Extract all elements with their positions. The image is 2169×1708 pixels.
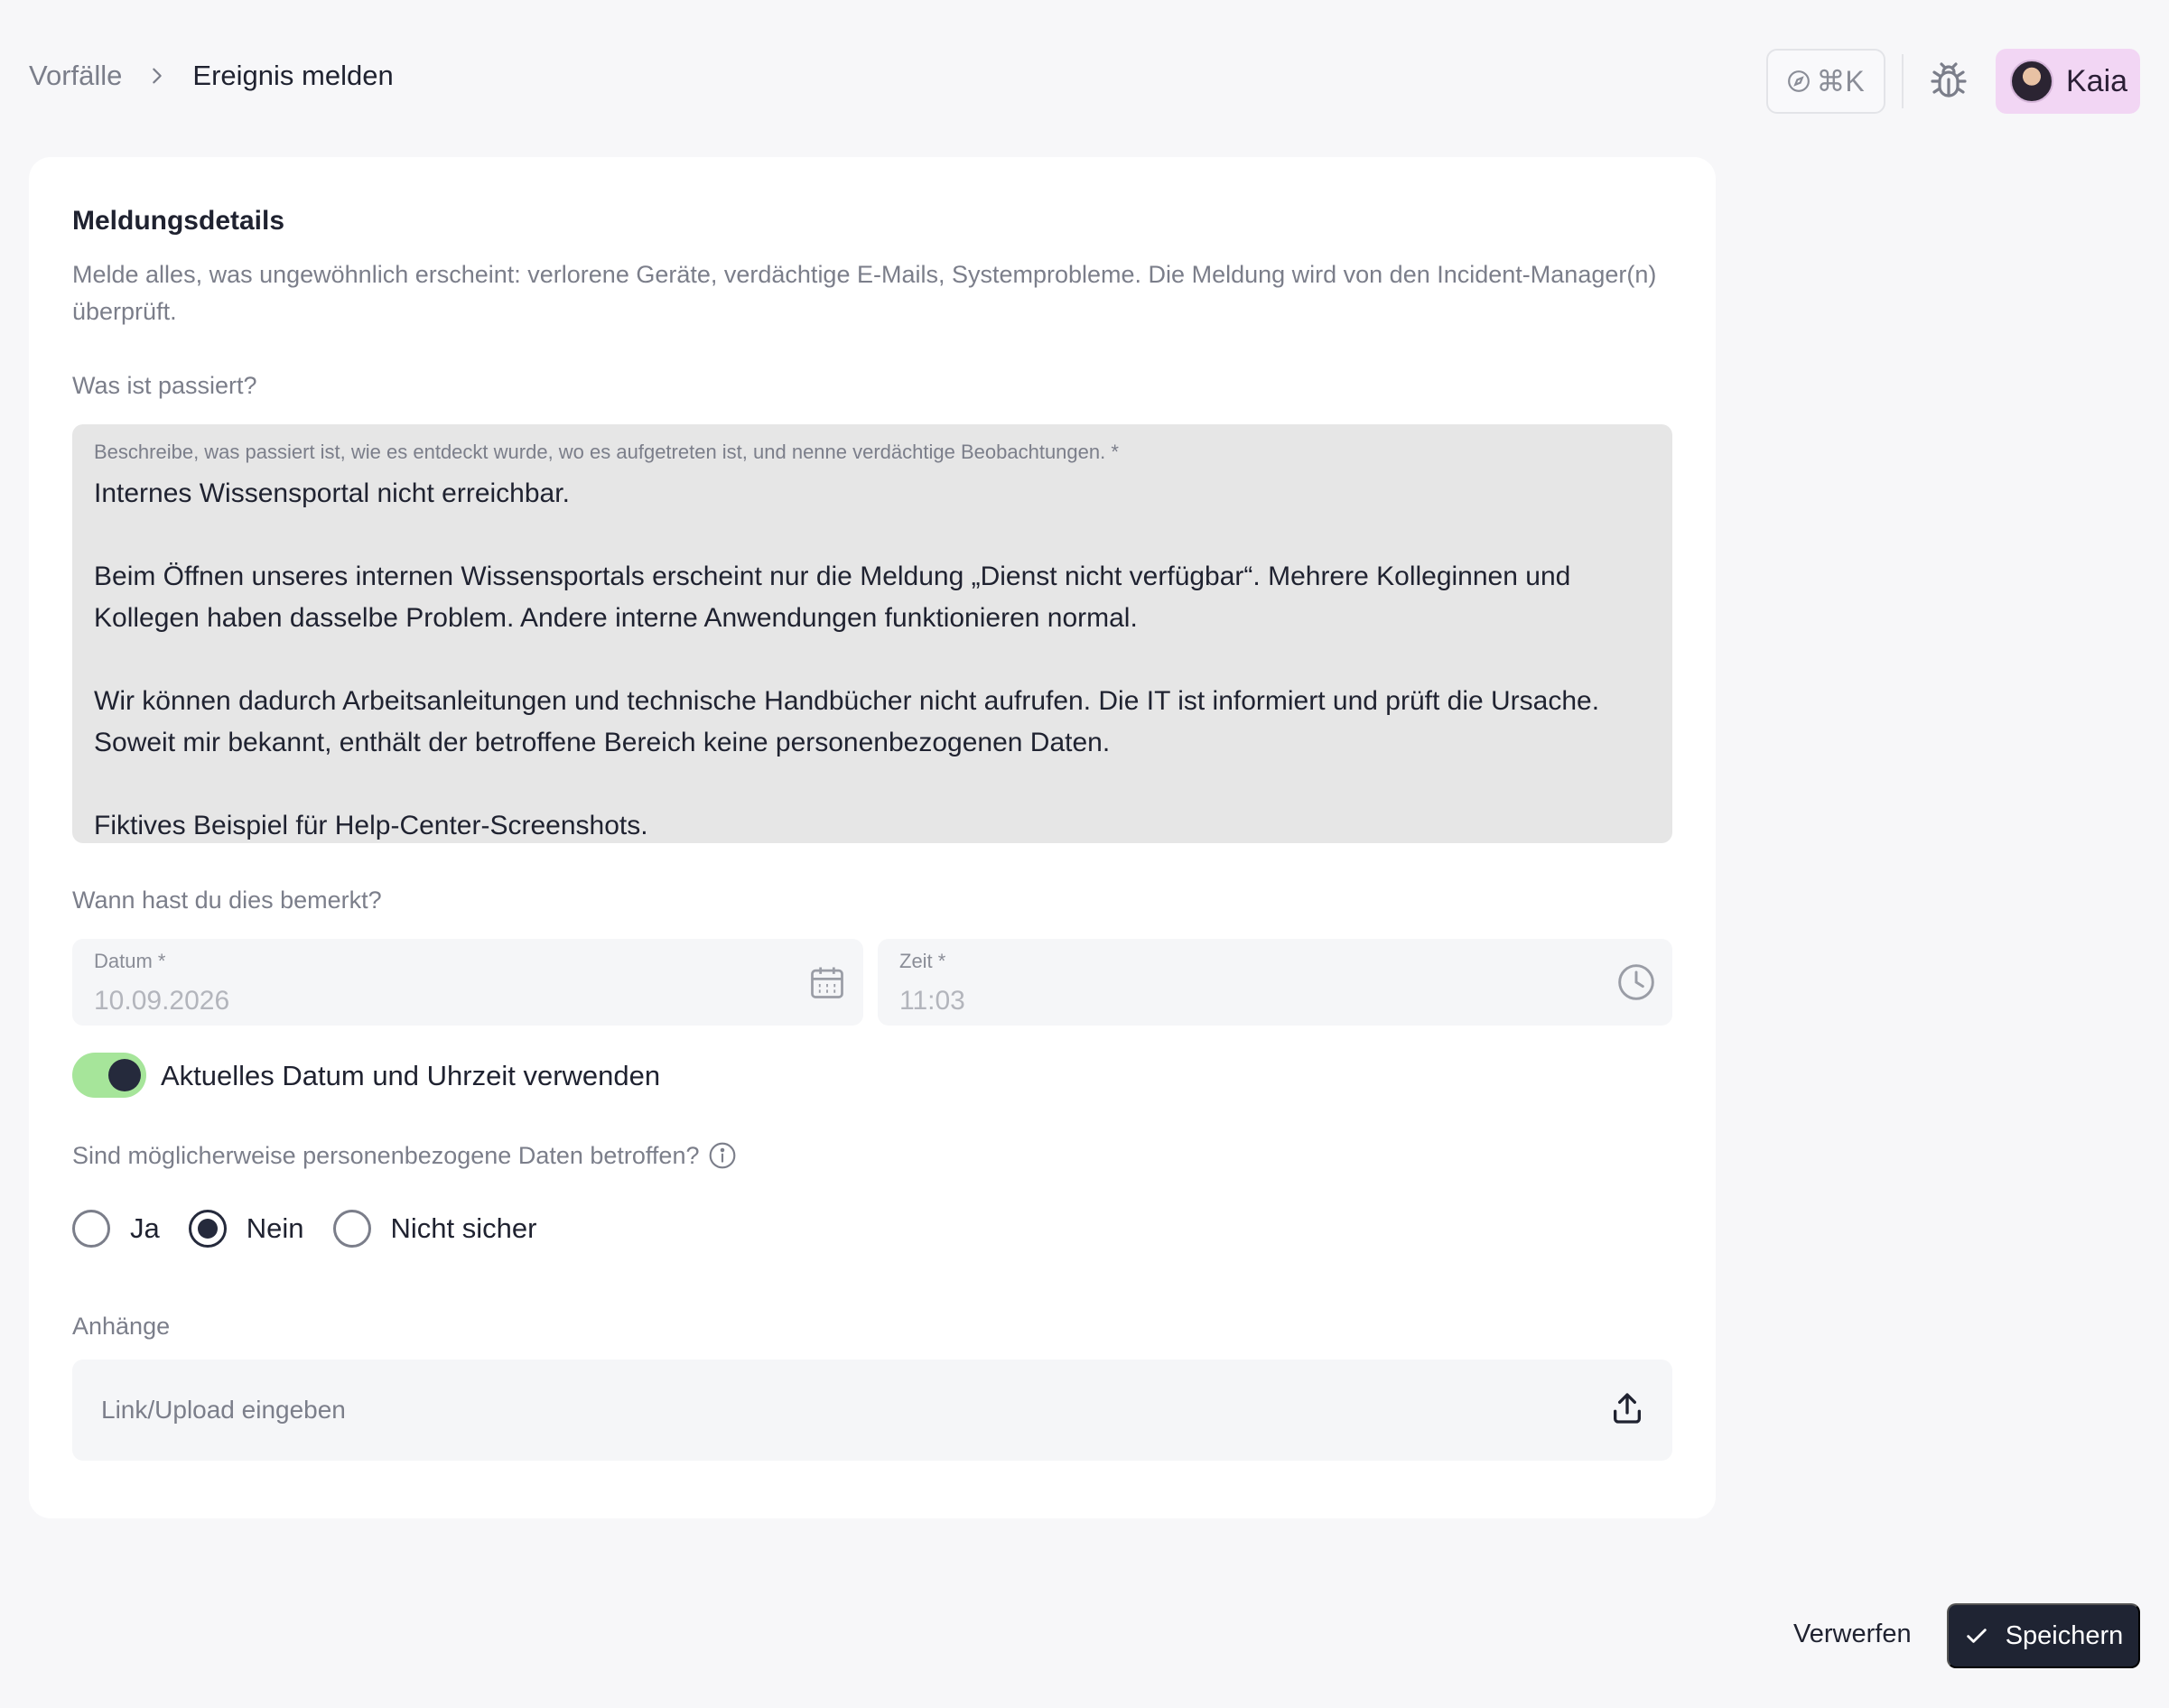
personal-data-radio-group <box>72 1210 565 1248</box>
textarea-blank-line <box>94 515 1651 556</box>
time-field-value: 11:03 <box>899 986 965 1016</box>
textarea-paragraph: Fiktives Beispiel für Help-Center-Screenshots. <box>94 811 648 840</box>
user-name: Kaia <box>2066 63 2128 98</box>
attachment-placeholder: Link/Upload eingeben <box>101 1396 346 1424</box>
when-noticed-label: Wann hast du dies bemerkt? <box>72 886 382 914</box>
radio-option-not-sure[interactable] <box>333 1210 537 1248</box>
time-field[interactable] <box>878 939 1672 1026</box>
upload-icon[interactable] <box>1609 1390 1645 1426</box>
clock-icon[interactable] <box>1616 962 1656 1002</box>
header-divider <box>1902 54 1904 108</box>
calendar-icon[interactable] <box>807 962 847 1002</box>
time-field-label: Zeit * <box>899 950 946 972</box>
radio-button-selected[interactable] <box>189 1210 227 1248</box>
save-button-label: Speichern <box>2005 1620 2124 1650</box>
breadcrumb <box>29 60 394 92</box>
what-happened-label: Was ist passiert? <box>72 372 257 399</box>
textarea-label: Beschreibe, was passiert ist, wie es entdeckt wurde, wo es aufgetreten ist, und nenne verdächtige Beobachtungen. * <box>94 441 1119 463</box>
check-icon <box>1964 1623 1989 1648</box>
discard-button[interactable]: Verwerfen <box>1793 1620 1912 1648</box>
toggle-label: Aktuelles Datum und Uhrzeit verwenden <box>161 1060 661 1091</box>
textarea-blank-line <box>94 639 1651 681</box>
user-menu-button[interactable] <box>1996 49 2140 114</box>
personal-data-question <box>72 1141 737 1170</box>
radio-option-yes[interactable] <box>72 1210 160 1248</box>
bug-icon[interactable] <box>1927 60 1970 103</box>
attachments-label: Anhänge <box>72 1313 171 1340</box>
radio-button[interactable] <box>333 1210 371 1248</box>
radio-option-no[interactable] <box>189 1210 304 1248</box>
textarea-paragraph: Internes Wissensportal nicht erreichbar. <box>94 478 570 508</box>
textarea-paragraph: Wir können dadurch Arbeitsanleitungen und technische Handbücher nicht aufrufen. Die IT ist informiert und prüft die Ursache. Soweit mir bekannt, enthält der betroffene Bereich keine personenbezogenen Daten. <box>94 686 1600 757</box>
breadcrumb-link-incidents[interactable]: Vorfälle <box>29 60 123 91</box>
date-field[interactable] <box>72 939 863 1026</box>
date-field-value: 10.09.2026 <box>94 986 230 1016</box>
radio-button[interactable] <box>72 1210 110 1248</box>
command-palette-button[interactable] <box>1766 49 1885 114</box>
radio-label: Ja <box>130 1212 160 1244</box>
textarea-paragraph: Beim Öffnen unseres internen Wissensportals erscheint nur die Meldung „Dienst nicht verfügbar“. Mehrere Kolleginnen und Kollegen haben dasselbe Problem. Andere interne Anwendungen funktionieren normal. <box>94 562 1571 633</box>
use-current-datetime-toggle[interactable] <box>72 1053 146 1098</box>
description-textarea[interactable] <box>72 424 1672 843</box>
toggle-knob <box>108 1059 141 1091</box>
radio-label: Nicht sicher <box>390 1212 537 1244</box>
date-field-label: Datum * <box>94 950 166 972</box>
personal-data-question-text: Sind möglicherweise personenbezogene Daten betroffen? <box>72 1141 700 1169</box>
avatar <box>2010 60 2053 103</box>
attachment-input[interactable] <box>72 1360 1672 1461</box>
radio-label: Nein <box>246 1212 304 1244</box>
chevron-right-icon <box>147 66 167 86</box>
save-button[interactable] <box>1947 1603 2140 1668</box>
info-icon[interactable] <box>708 1141 737 1170</box>
compass-icon <box>1787 70 1811 93</box>
section-title: Meldungsdetails <box>72 206 285 236</box>
page-title: Ereignis melden <box>192 60 394 91</box>
textarea-blank-line <box>94 764 1651 805</box>
report-details-card <box>29 157 1716 1518</box>
textarea-content <box>94 473 1651 847</box>
shortcut-label: ⌘K <box>1816 65 1865 97</box>
section-description: Melde alles, was ungewöhnlich erscheint: verlorene Geräte, verdächtige E-Mails, Systemprobleme. Die Meldung wird von den Incident-Manager(n) überprüft. <box>72 261 1657 325</box>
